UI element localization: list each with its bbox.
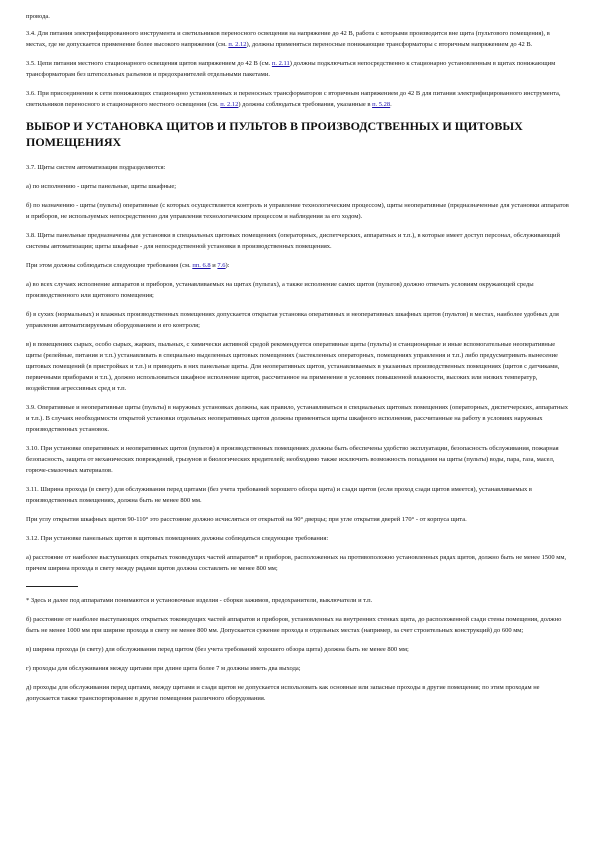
paragraph-3-12: 3.12. При установке панельных щитов в щитовых помещениях должны соблюдаться следующие требования: <box>26 535 329 542</box>
paragraph-3-7-b: б) по назначению - щиты (пульты) оперативные (с которых осуществляется контроль и управление технологическим процессом), щиты неоперативные (предназначенные для установки аппаратов и приборов, не используемых непосредственно для управления технологическим процессом и наблюдения за его ходом). <box>26 202 569 220</box>
paragraph-3-12-c: в) ширина прохода (в свету) для обслуживания перед щитом (без учета требований хорошего обзора щита) должна быть не менее 800 мм; <box>26 646 409 653</box>
text: 3.6. При присоединении к сети понижающих стационарно установленных и переносных трансформаторов с вторичным напряжением до 42 В для питания электрифицированного инструмента, светильников переносного и стационарного местного освещения (см. <box>26 90 561 108</box>
footnote-divider <box>26 586 78 587</box>
link-pp6-8[interactable]: пп. 6.8 <box>192 262 211 269</box>
paragraph-3-8: 3.8. Щиты панельные предназначены для установки в специальных щитовых помещениях (операторных, диспетчерских, аппаратных и т.п.), в которые имеет доступ персонал, обслуживающий системы автоматизации; щиты шкафные - для непосредственной установки в производственных помещениях. <box>26 232 561 250</box>
paragraph-3-11-note: При углу открытия шкафных щитов 90-110° это расстояние должно исчисляться от открытой на 90° дверцы; при угле открытия дверей 170° - от корпуса щита. <box>26 516 467 523</box>
text: . <box>390 101 392 108</box>
paragraph-3-5 <box>26 58 570 80</box>
text: При этом должны соблюдаться следующие требования (см. <box>26 262 193 269</box>
paragraph-3-8-a: а) во всех случаях исполнение аппаратов и приборов, устанавливаемых на щитах (пультах), а также исполнение самих щитов (пультов) должно отвечать условиям окружающей среды производственного или щитового помещения; <box>26 281 534 299</box>
paragraph-fragment: провода. <box>26 13 50 20</box>
text: ) должны подключаться непосредственно к стационарно установленным в щитах понижающим трансформаторам без штепсельных разъемов и предохранителей отдельными пакетами. <box>26 60 556 78</box>
link-p2-11[interactable]: п. 2.11 <box>271 60 290 67</box>
text: 3.4. Для питания электрифицированного инструмента и светильников переносного освещения на напряжение до 42 В, работа с которыми производится вне щита (пультового помещения), в местах, где не допускается применение более высокого напряжения (см. <box>26 30 550 48</box>
link-p5-28[interactable]: п. 5.28 <box>372 101 391 108</box>
text: 3.5. Цепи питания местного стационарного освещения щитов напряжением до 42 В (см. <box>26 60 272 67</box>
paragraph-3-4 <box>26 28 570 50</box>
text: ), должны применяться переносные понижающие трансформаторы с вторичным напряжением до 42 В. <box>246 41 533 48</box>
paragraph-3-10: 3.10. При установке оперативных и неоперативных щитов (пультов) в производственных помещениях должны быть обеспечены удобство эксплуатации, безопасность обслуживания, пожарная безопасность, защита от механических повреждений, грызунов и биологических вредителей; необходимо также исключить возможность попадания на щиты (пульты) воды, пара, газа, масел, горюче-смазочных материалов. <box>26 445 559 474</box>
paragraph-3-12-d: г) проходы для обслуживания между щитами при длине щита более 7 м должны иметь два выхода; <box>26 665 301 672</box>
link-p2-12[interactable]: п. 2.12 <box>220 101 239 108</box>
text: ) должны соблюдаться требования, указанные в <box>238 101 373 108</box>
section-heading: ВЫБОР И УСТАНОВКА ЩИТОВ И ПУЛЬТОВ В ПРОИЗВОДСТВЕННЫХ И ЩИТОВЫХ ПОМЕЩЕНИЯХ <box>26 119 523 149</box>
paragraph-3-12-a: а) расстояние от наиболее выступающих открытых токоведущих частей аппаратов* и приборов, расположенных на противоположно установленных рядах щитов, должно быть не менее 1500 мм, причем ширина прохода в свету между рядами щитов должна составлять не менее 800 мм; <box>26 554 567 572</box>
footnote: * Здесь и далее под аппаратами понимаются и установочные изделия - сборки зажимов, предохранители, выключатели и т.п. <box>26 597 373 604</box>
link-p2-12[interactable]: п. 2.12 <box>228 41 247 48</box>
paragraph-requirements <box>26 260 570 271</box>
paragraph-3-12-e: д) проходы для обслуживания перед щитами, между щитами и сзади щитов не допускается использовать как основные или запасные проходы в другие помещения; по этим проходам не допускается также транспортирование в другие помещения различного оборудования. <box>26 684 540 702</box>
paragraph-3-7: 3.7. Щиты систем автоматизации подразделяются: <box>26 164 166 171</box>
paragraph-3-12-b: б) расстояние от наиболее выступающих открытых токоведущих частей аппаратов и приборов, установленных на внутренних стенках щита, до расположенной сзади стены помещения, должно быть не менее 1000 мм при ширине прохода в свету не менее 800 мм. Допускается сужение прохода в отдельных местах (например, за счет строительных конструкций) до 600 мм; <box>26 616 562 634</box>
text: и <box>210 262 218 269</box>
link-p7-6[interactable]: 7.6 <box>217 262 226 269</box>
text: ): <box>225 262 230 269</box>
paragraph-3-8-b: б) в сухих (нормальных) и влажных производственных помещениях допускается открытая установка оперативных и неоперативных шкафных щитов (пультов) в местах, наиболее удобных для управления автоматизируемым оборудованием и его контроля; <box>26 311 559 329</box>
paragraph-3-11: 3.11. Ширина прохода (в свету) для обслуживания перед щитами (без учета требований хорошего обзора щита) и сзади щитов (если проход сзади щитов имеется), устанавливаемых в производственных помещениях, должна быть не менее 800 мм. <box>26 486 532 504</box>
paragraph-3-6 <box>26 88 570 110</box>
paragraph-3-8-c: в) в помещениях сырых, особо сырых, жарких, пыльных, с химически активной средой рекомендуется оперативные щиты (пульты) и станционарные и иные вспомогательные неоперативные щиты (релейные, питания и т.п.) устанавливать в специально выделенных щитовых помещениях (застекленных операторных, помещениях управления и т.п.) либо предусматривать вынесение щитовых помещений (в пристройках и т.п.) и приводить в них панельные щиты. Для неоперативных щитов, устанавливаемых в указанных производственных помещениях (щитов с датчиками, первичными приборами и т.п.), должно использоваться шкафное исполнение щитов, рассчитанное на применение в условиях повышенной влажности, высоких или низких температур, воздействия агрессивных сред и т.п. <box>26 341 560 392</box>
paragraph-3-7-a: а) по исполнению - щиты панельные, щиты шкафные; <box>26 183 177 190</box>
paragraph-3-9: 3.9. Оперативные и неоперативные щиты (пульты) в наружных установках должны, как правило, устанавливаться в специальных щитовых помещениях (операторных, диспетчерских, аппаратных и т.п.). В случаях необходимости открытой установки отдельных неоперативных щитов должны применяться щиты шкафного исполнения, рассчитанные на работу в условиях наружных производственных установок. <box>26 404 568 433</box>
